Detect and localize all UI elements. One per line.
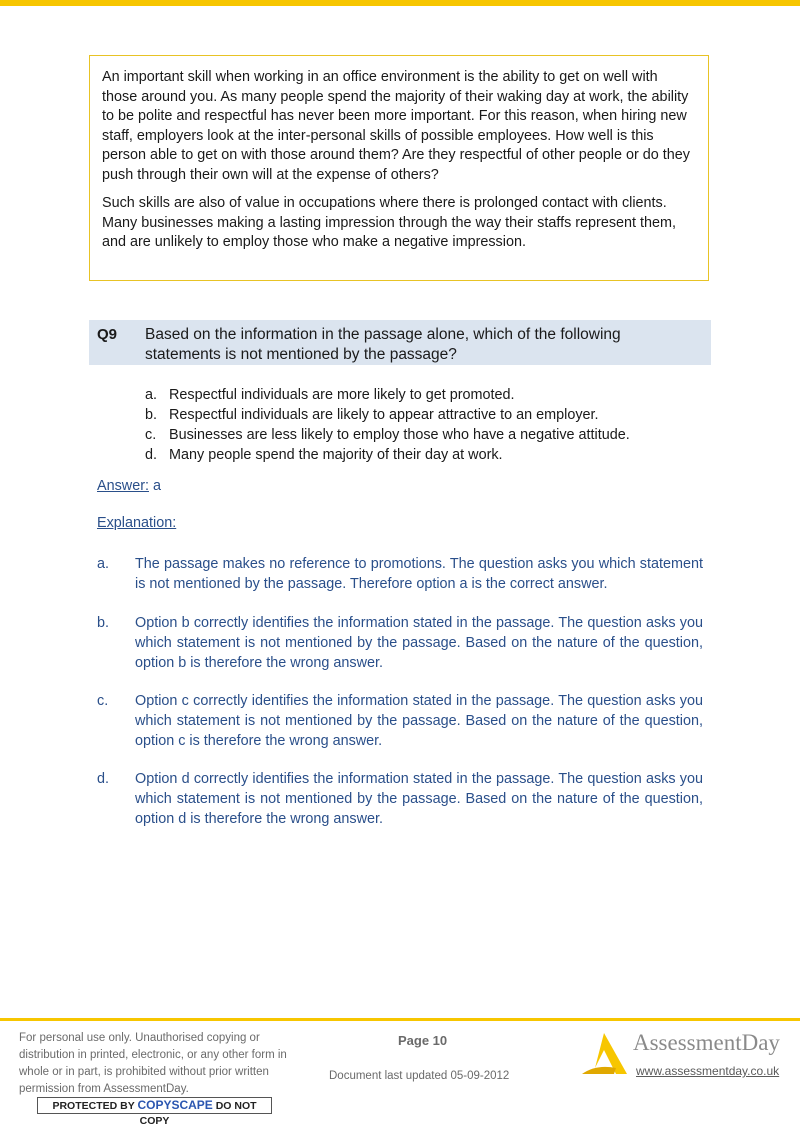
copyscape-brand: COPYSCAPE bbox=[137, 1098, 213, 1112]
option-text: Many people spend the majority of their day at work. bbox=[169, 447, 503, 463]
option-letter: a. bbox=[145, 387, 158, 403]
answer-label: Answer: bbox=[97, 478, 149, 494]
explanation-letter: d. bbox=[97, 771, 110, 787]
passage-box bbox=[89, 55, 709, 281]
option-item bbox=[145, 425, 630, 445]
top-accent-bar bbox=[0, 0, 800, 6]
copyright-notice: For personal use only. Unauthorised copying or distribution in printed, electronic, or any other form in whole or in part, is prohibited without prior written permission from AssessmentDay. bbox=[19, 1032, 287, 1095]
answer-line bbox=[97, 478, 161, 494]
question-text: Based on the information in the passage alone, which of the following statements is not mentioned by the passage? bbox=[145, 326, 621, 363]
option-item bbox=[145, 405, 630, 425]
explanation-letter: c. bbox=[97, 693, 109, 709]
option-text: Respectful individuals are more likely to get promoted. bbox=[169, 387, 515, 403]
explanation-item bbox=[97, 691, 703, 751]
option-letter: c. bbox=[145, 427, 157, 443]
passage-paragraph: An important skill when working in an office environment is the ability to get on well with those around you. As many people spend the majority of their waking day at work, the ability to be polite and respectful has never been more important. For this reason, when hiring new staff, employers look at the inter-personal skills of possible employees. How well is this person able to get on with those around them? Are they respectful of other people or do they push through their own will at the expense of others? bbox=[102, 69, 690, 183]
option-letter: b. bbox=[145, 407, 158, 423]
question-header bbox=[89, 320, 711, 365]
answer-value: a bbox=[152, 478, 161, 494]
question-number: Q9 bbox=[97, 326, 118, 343]
footer-divider bbox=[0, 1018, 800, 1021]
passage-paragraph: Such skills are also of value in occupations where there is prolonged contact with clients. Many businesses making a lasting impression through the way their staffs represent them, and are unlikely to employ those who make a negative impression. bbox=[102, 195, 677, 250]
option-letter: d. bbox=[145, 447, 158, 463]
explanation-item bbox=[97, 769, 703, 829]
option-item bbox=[145, 445, 630, 465]
assessmentday-logo-icon bbox=[578, 1030, 630, 1078]
page-number: Page 10 bbox=[398, 1033, 448, 1048]
website-link[interactable]: www.assessmentday.co.uk bbox=[636, 1064, 780, 1078]
option-text: Businesses are less likely to employ those who have a negative attitude. bbox=[169, 427, 630, 443]
explanation-text: The passage makes no reference to promotions. The question asks you which statement is not mentioned by the passage. Therefore option a is the correct answer. bbox=[135, 556, 703, 592]
option-item bbox=[145, 385, 630, 405]
explanation-item bbox=[97, 613, 703, 673]
explanation-heading: Explanation: bbox=[97, 515, 177, 531]
copyscape-suffix: DO NOT COPY bbox=[139, 1100, 257, 1127]
explanation-text: Option b correctly identifies the information stated in the passage. The question asks you which statement is not mentioned by the passage. Based on the nature of the question, option b is therefore the wrong answer. bbox=[135, 615, 703, 671]
explanation-letter: b. bbox=[97, 615, 110, 631]
copyscape-badge[interactable] bbox=[37, 1097, 272, 1127]
explanation-letter: a. bbox=[97, 556, 110, 572]
brand-name: AssessmentDay bbox=[633, 1030, 780, 1055]
option-text: Respectful individuals are likely to appear attractive to an employer. bbox=[169, 407, 599, 423]
explanation-text: Option c correctly identifies the information stated in the passage. The question asks you which statement is not mentioned by the passage. Based on the nature of the question, option c is therefore the wrong answer. bbox=[135, 693, 703, 749]
explanation-item bbox=[97, 554, 703, 594]
copyscape-prefix: PROTECTED BY bbox=[52, 1100, 138, 1112]
last-updated: Document last updated 05-09-2012 bbox=[329, 1070, 510, 1082]
explanation-text: Option d correctly identifies the information stated in the passage. The question asks you which statement is not mentioned by the passage. Based on the nature of the question, option d is therefore the wrong answer. bbox=[135, 771, 703, 827]
option-list bbox=[145, 385, 630, 465]
